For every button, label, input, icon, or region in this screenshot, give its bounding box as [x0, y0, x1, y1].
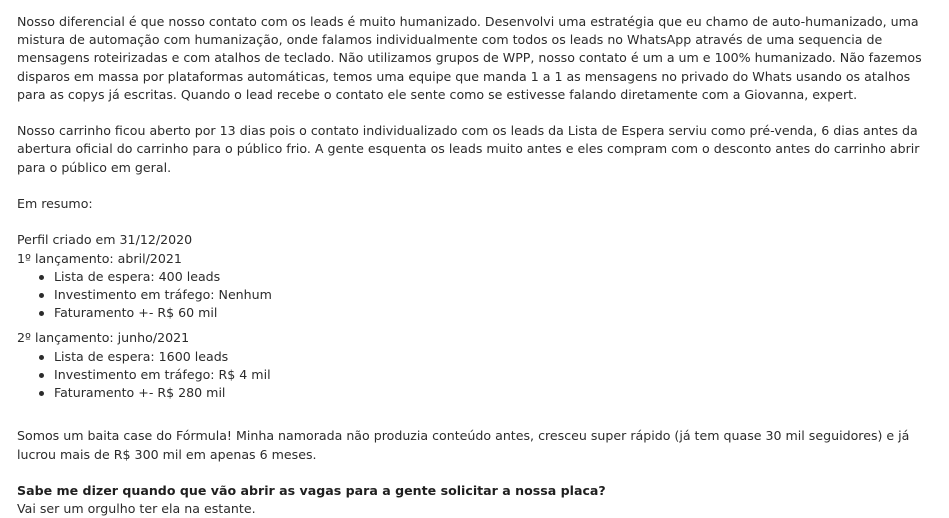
launch1-title: 1º lançamento: abril/2021	[17, 250, 182, 266]
list-item: Faturamento +- R$ 280 mil	[54, 384, 929, 402]
paragraph-differential: Nosso diferencial é que nosso contato com os leads é muito humanizado. Desenvolvi uma estratégia que eu chamo de auto-humanizado, uma mistura de automação com humanização, onde falamos individualmente com todos os leads no WhatsApp através de uma sequencia de mensagens roteirizadas e com atalhos de teclado. Não utilizamos grupos de WPP, nosso contato é um a um e 100% humanizado. Não fazemos disparos em massa por plataformas automáticas, temos uma equipe que manda 1 a 1 as mensagens no privado do Whats usando os atalhos para as copys já escritas. Quando o lead recebe o contato ele sente como se estivesse falando diretamente com a Giovanna, expert.	[17, 14, 922, 102]
launch2-title: 2º lançamento: junho/2021	[17, 330, 190, 346]
list-item: Lista de espera: 1600 leads	[54, 348, 929, 366]
closing-text: Vai ser um orgulho ter ela na estante.	[17, 501, 256, 517]
list-item: Faturamento +- R$ 60 mil	[54, 304, 929, 322]
paragraph-case: Somos um baita case do Fórmula! Minha namorada não produzia conteúdo antes, cresceu super rápido (já tem quase 30 mil seguidores) e já lucrou mais de R$ 300 mil em apenas 6 meses.	[17, 428, 910, 462]
launch1-list	[17, 268, 929, 323]
profile-created: Perfil criado em 31/12/2020	[17, 232, 193, 248]
launch2-list	[17, 348, 929, 403]
paragraph-cart: Nosso carrinho ficou aberto por 13 dias pois o contato individualizado com os leads da Lista de Espera serviu como pré-venda, 6 dias antes da abertura oficial do carrinho para o público frio. A gente esquenta os leads muito antes e eles compram com o desconto antes do carrinho abrir para o público em geral.	[17, 123, 920, 175]
list-item: Investimento em tráfego: R$ 4 mil	[54, 366, 929, 384]
list-item: Investimento em tráfego: Nenhum	[54, 286, 929, 304]
question-text: Sabe me dizer quando que vão abrir as vagas para a gente solicitar a nossa placa?	[17, 483, 606, 498]
summary-label: Em resumo:	[17, 196, 93, 211]
list-item: Lista de espera: 400 leads	[54, 268, 929, 286]
